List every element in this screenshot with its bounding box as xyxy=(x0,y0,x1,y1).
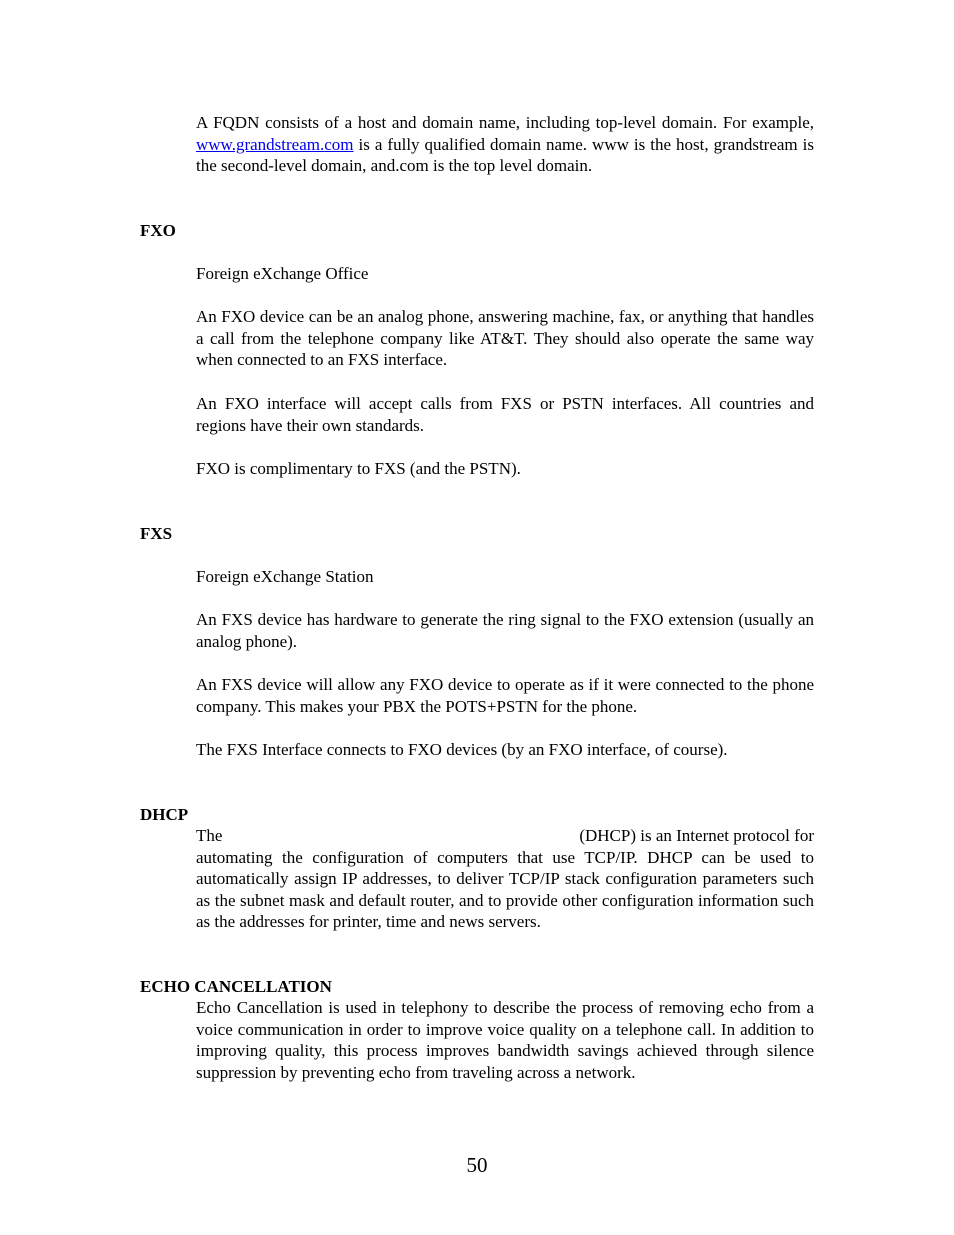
dhcp-blank-gap xyxy=(232,825,570,847)
fxo-paragraph-device: An FXO device can be an analog phone, answering machine, fax, or anything that handles a call from the telephone company like AT&T. They should also operate the same way when connected to an FXS interface. xyxy=(196,307,814,369)
fxo-paragraph-complementary: FXO is complimentary to FXS (and the PSTN). xyxy=(196,459,521,478)
fxs-paragraph-hardware: An FXS device has hardware to generate the ring signal to the FXO extension (usually an analog phone). xyxy=(196,610,814,651)
dhcp-paragraph xyxy=(196,825,814,933)
fqdn-text-a: A FQDN consists of a host and domain name, including top-level domain. For example, xyxy=(196,113,814,132)
dhcp-heading: DHCP xyxy=(140,805,189,824)
fqdn-text-b: is a fully qualified domain name. www is the host, grandstream is the second-level domain, and.com is the top level domain. xyxy=(196,134,815,175)
dhcp-body-text: automating the configuration of computers that use TCP/IP. DHCP can be used to automatically assign IP addresses, to deliver TCP/IP stack configuration parameters such as the subnet mask and default router, and to provide other configuration information such as the addresses for printer, time and news servers. xyxy=(196,847,814,931)
dhcp-the: The xyxy=(196,826,223,845)
fxo-definition: Foreign eXchange Office xyxy=(196,264,369,283)
page-number: 50 xyxy=(466,1153,488,1177)
dhcp-first-line xyxy=(196,825,814,847)
fxs-paragraph-allow: An FXS device will allow any FXO device to operate as if it were connected to the phone company. This makes your PBX the POTS+PSTN for the phone. xyxy=(196,675,814,716)
fxs-definition: Foreign eXchange Station xyxy=(196,567,374,586)
fqdn-paragraph xyxy=(196,112,814,177)
dhcp-first-rest: (DHCP) is an Internet protocol for xyxy=(579,826,814,845)
fxo-heading: FXO xyxy=(140,221,176,240)
echo-heading: ECHO CANCELLATION xyxy=(140,977,332,996)
fxs-heading: FXS xyxy=(140,524,173,543)
fxs-paragraph-connects: The FXS Interface connects to FXO devices (by an FXO interface, of course). xyxy=(196,740,728,759)
fxo-paragraph-interface: An FXO interface will accept calls from FXS or PSTN interfaces. All countries and regions have their own standards. xyxy=(196,394,814,435)
grandstream-link[interactable]: www.grandstream.com xyxy=(196,134,354,154)
echo-paragraph: Echo Cancellation is used in telephony to describe the process of removing echo from a voice communication in order to improve voice quality on a telephone call. In addition to improving quality, this process improves bandwidth savings achieved through silence suppression by preventing echo from traveling across a network. xyxy=(196,998,814,1082)
